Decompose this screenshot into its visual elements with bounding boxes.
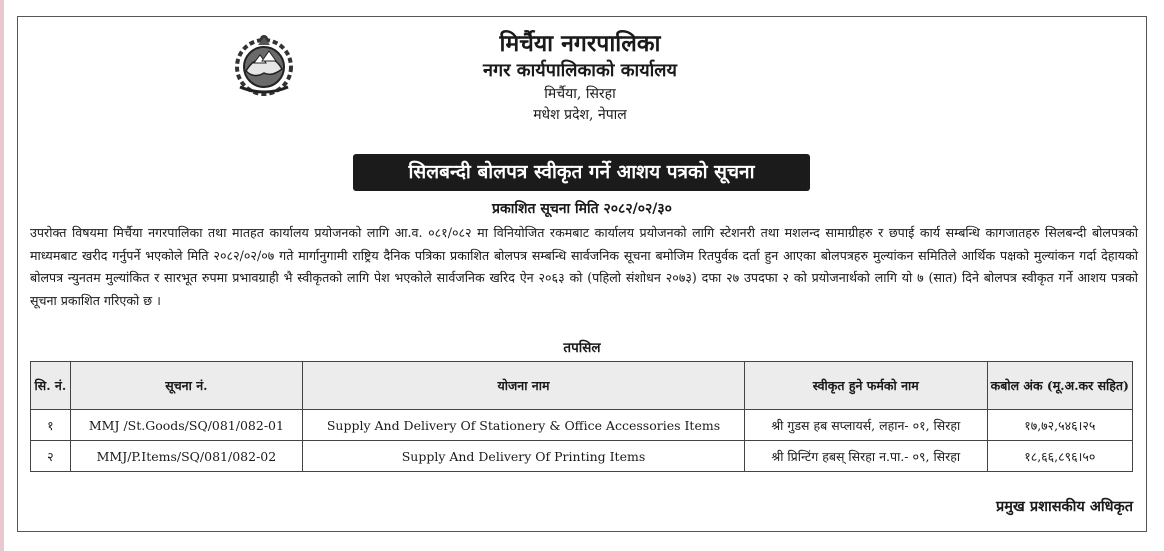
cell-notice-no: MMJ/P.Items/SQ/081/082-02 bbox=[70, 441, 302, 472]
bid-schedule-table bbox=[30, 361, 1133, 472]
notice-body: उपरोक्त विषयमा मिर्चैया नगरपालिका तथा मातहत कार्यालय प्रयोजनको लागि आ.व. ०८१/०८२ मा विनियोजित रकमबाट कार्यालय प्रयोजनको लागि स्टेशनरी तथा मशलन्द सामाग्रीहरु र छपाई कार्य सम्बन्धि कागजातहरु सिलबन्दी बोलपत्रको माध्यमबाट खरीद गर्नुपर्ने भएकोले मिति २०८२/०२/०७ गते मार्गानुगामी राष्ट्रिय दैनिक पत्रिका प्रकाशित बोलपत्र सम्बन्धि सार्वजनिक सूचना बमोजिम रितपुर्वक दर्ता हुन आएका बोलपत्रहरु मुल्यांकन समितिले आर्थिक पक्षको मुल्यांकन गर्दा देहायको बोलपत्र न्युनतम मुल्यांकित र सारभूत रुपमा प्रभावग्राही भै स्वीकृतको लागि पेश भएकोले सार्वजनिक खरिद ऐन २०६३ को (पहिलो संशोधन २०७३) दफा २७ उपदफा २ को प्रयोजनार्थको लागि यो ७ (सात) दिने बोलपत्र स्वीकृत गर्ने आशय पत्रको सूचना प्रकाशित गरिएको छ । bbox=[30, 225, 1138, 308]
cell-sn: २ bbox=[31, 441, 71, 472]
table-row bbox=[31, 441, 1133, 472]
cell-project: Supply And Delivery Of Printing Items bbox=[303, 441, 745, 472]
office-name: नगर कार्यपालिकाको कार्यालय bbox=[483, 60, 677, 81]
page-left-edge bbox=[0, 0, 4, 551]
table-header-row bbox=[31, 362, 1133, 410]
cell-sn: १ bbox=[31, 410, 71, 441]
cell-project: Supply And Delivery Of Stationery & Office Accessories Items bbox=[303, 410, 745, 441]
cell-amount: १७,७२,५४६।२५ bbox=[987, 410, 1132, 441]
cell-amount: १८,६६,८९६।५० bbox=[987, 441, 1132, 472]
office-province: मधेश प्रदेश, नेपाल bbox=[533, 107, 627, 123]
office-location: मिर्चैया, सिरहा bbox=[544, 86, 616, 102]
cell-firm: श्री प्रिन्टिंग हबस् सिरहा न.पा.- ०९, सिरहा bbox=[744, 441, 987, 472]
table-row bbox=[31, 410, 1133, 441]
header-sn: सि. नं. bbox=[31, 362, 71, 410]
cell-notice-no: MMJ /St.Goods/SQ/081/082-01 bbox=[70, 410, 302, 441]
nepal-government-emblem-icon bbox=[232, 33, 296, 97]
header-project: योजना नाम bbox=[303, 362, 745, 410]
signatory-title: प्रमुख प्रशासकीय अधिकृत bbox=[996, 498, 1133, 515]
cell-firm: श्री गुडस हब सप्लायर्स, लहान- ०१, सिरहा bbox=[744, 410, 987, 441]
notice-banner: सिलबन्दी बोलपत्र स्वीकृत गर्ने आशय पत्रको सूचना bbox=[353, 154, 810, 191]
published-date: प्रकाशित सूचना मिति २०८२/०२/३० bbox=[492, 201, 672, 217]
header-firm: स्वीकृत हुने फर्मको नाम bbox=[744, 362, 987, 410]
municipality-title: मिर्चैया नगरपालिका bbox=[499, 30, 661, 57]
header-notice-no: सूचना नं. bbox=[70, 362, 302, 410]
header-amount: कबोल अंक (मू.अ.कर सहित) bbox=[987, 362, 1132, 410]
schedule-heading: तपसिल bbox=[563, 340, 601, 356]
municipality-header bbox=[300, 30, 860, 126]
